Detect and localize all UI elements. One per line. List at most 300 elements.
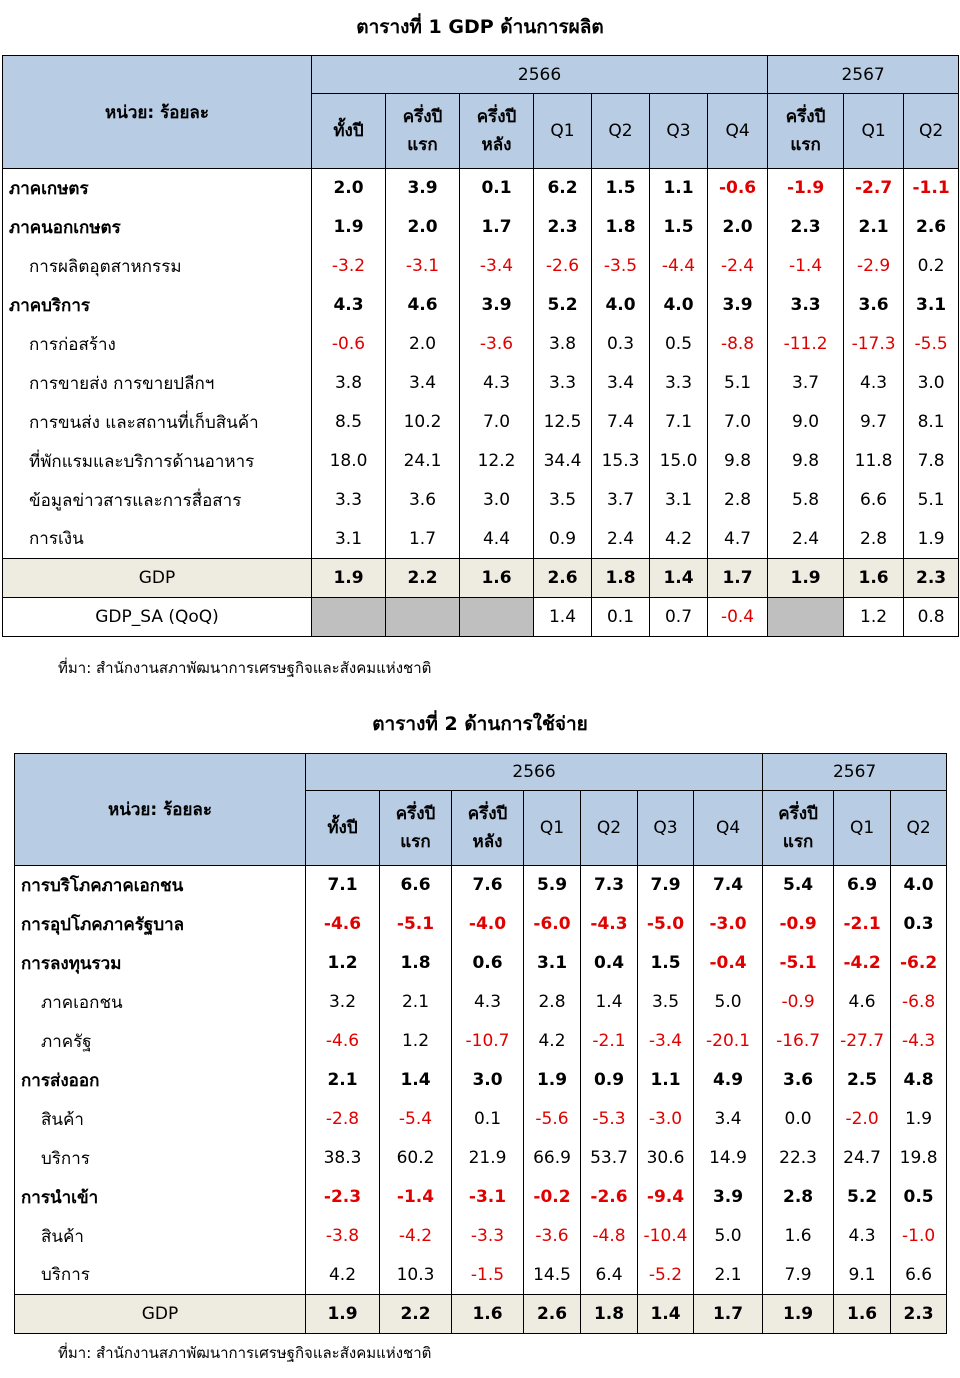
column-header: ครึ่งปี แรก <box>380 791 452 866</box>
row-label: การลงทุนรวม <box>15 944 306 983</box>
column-header: ทั้งปี <box>312 94 386 169</box>
value-cell: 21.9 <box>452 1139 524 1178</box>
table-row <box>3 559 959 598</box>
row-label: ภาคบริการ <box>3 286 312 325</box>
row-label: ข้อมูลข่าวสารและการสื่อสาร <box>3 481 312 520</box>
value-cell: 4.3 <box>834 1217 891 1256</box>
table-row <box>15 1178 947 1217</box>
value-cell: -9.4 <box>638 1178 694 1217</box>
value-cell: 3.6 <box>763 1061 834 1100</box>
table-row <box>15 944 947 983</box>
value-cell: 2.6 <box>534 559 592 598</box>
value-cell: 6.6 <box>844 481 904 520</box>
value-cell: 0.3 <box>891 905 947 944</box>
row-label: สินค้า <box>15 1217 306 1256</box>
value-cell: 4.3 <box>312 286 386 325</box>
value-cell: 2.3 <box>904 559 959 598</box>
value-cell: 2.1 <box>694 1256 763 1295</box>
value-cell: 3.1 <box>524 944 581 983</box>
value-cell: 0.7 <box>650 598 708 637</box>
value-cell: 30.6 <box>638 1139 694 1178</box>
value-cell: -2.6 <box>534 247 592 286</box>
value-cell: 1.6 <box>834 1295 891 1334</box>
value-cell: 4.2 <box>524 1022 581 1061</box>
table-row <box>3 325 959 364</box>
value-cell: 2.2 <box>386 559 460 598</box>
value-cell: 1.5 <box>650 208 708 247</box>
value-cell: 4.3 <box>460 364 534 403</box>
table1-source: ที่มา: สำนักงานสภาพัฒนาการเศรษฐกิจและสังคมแห่งชาติ <box>58 659 432 677</box>
row-label: การบริโภคภาคเอกชน <box>15 866 306 905</box>
year-2567-header: 2567 <box>763 754 947 791</box>
value-cell: 1.8 <box>592 208 650 247</box>
value-cell: 0.8 <box>904 598 959 637</box>
column-header: ครึ่งปี หลัง <box>460 94 534 169</box>
value-cell: 0.1 <box>460 169 534 208</box>
value-cell: 53.7 <box>581 1139 638 1178</box>
value-cell: 9.1 <box>834 1256 891 1295</box>
value-cell: 3.4 <box>592 364 650 403</box>
value-cell: 2.3 <box>768 208 844 247</box>
value-cell: 1.7 <box>386 520 460 559</box>
value-cell: -4.3 <box>891 1022 947 1061</box>
value-cell: 1.7 <box>708 559 768 598</box>
value-cell <box>768 598 844 637</box>
table-row <box>15 983 947 1022</box>
value-cell: 60.2 <box>380 1139 452 1178</box>
value-cell: 7.9 <box>763 1256 834 1295</box>
value-cell: -1.4 <box>380 1178 452 1217</box>
value-cell: 3.9 <box>708 286 768 325</box>
table-row <box>3 442 959 481</box>
value-cell: -4.8 <box>581 1217 638 1256</box>
value-cell: -5.1 <box>763 944 834 983</box>
value-cell: 0.6 <box>452 944 524 983</box>
table-row <box>15 1061 947 1100</box>
value-cell: -3.5 <box>592 247 650 286</box>
value-cell <box>460 598 534 637</box>
row-label: สินค้า <box>15 1100 306 1139</box>
table-row <box>3 169 959 208</box>
value-cell: 22.3 <box>763 1139 834 1178</box>
value-cell: -0.6 <box>708 169 768 208</box>
value-cell: -8.8 <box>708 325 768 364</box>
row-label: ภาคนอกเกษตร <box>3 208 312 247</box>
value-cell: 1.8 <box>380 944 452 983</box>
column-header: ครึ่งปี แรก <box>763 791 834 866</box>
value-cell: 3.1 <box>312 520 386 559</box>
value-cell: 9.8 <box>768 442 844 481</box>
value-cell: 66.9 <box>524 1139 581 1178</box>
value-cell: 12.5 <box>534 403 592 442</box>
unit-label: หน่วย: ร้อยละ <box>3 56 312 169</box>
table-row <box>15 1295 947 1334</box>
value-cell: -2.1 <box>581 1022 638 1061</box>
table-row <box>15 866 947 905</box>
table-row <box>3 208 959 247</box>
value-cell: 7.0 <box>460 403 534 442</box>
value-cell: 15.0 <box>650 442 708 481</box>
value-cell: 5.8 <box>768 481 844 520</box>
value-cell: 3.8 <box>534 325 592 364</box>
value-cell: 10.2 <box>386 403 460 442</box>
value-cell: 9.8 <box>708 442 768 481</box>
value-cell: 3.1 <box>904 286 959 325</box>
table-row <box>15 1256 947 1295</box>
table-row <box>3 286 959 325</box>
table-row <box>3 247 959 286</box>
value-cell: 1.4 <box>380 1061 452 1100</box>
value-cell: -1.5 <box>452 1256 524 1295</box>
column-header: ครึ่งปี แรก <box>768 94 844 169</box>
value-cell: -16.7 <box>763 1022 834 1061</box>
year-2566-header: 2566 <box>312 56 768 94</box>
value-cell: 2.0 <box>386 325 460 364</box>
value-cell: 38.3 <box>306 1139 380 1178</box>
value-cell: 4.3 <box>844 364 904 403</box>
value-cell <box>312 598 386 637</box>
value-cell: 3.6 <box>844 286 904 325</box>
value-cell: 2.1 <box>306 1061 380 1100</box>
value-cell: 1.2 <box>306 944 380 983</box>
row-label: การอุปโภคภาครัฐบาล <box>15 905 306 944</box>
value-cell: 1.4 <box>650 559 708 598</box>
value-cell: -27.7 <box>834 1022 891 1061</box>
value-cell: 18.0 <box>312 442 386 481</box>
value-cell: 2.4 <box>768 520 844 559</box>
value-cell: 0.0 <box>763 1100 834 1139</box>
column-header: ครึ่งปี หลัง <box>452 791 524 866</box>
value-cell: 5.0 <box>694 983 763 1022</box>
value-cell: 10.3 <box>380 1256 452 1295</box>
value-cell: -4.2 <box>834 944 891 983</box>
value-cell: -3.1 <box>386 247 460 286</box>
value-cell: -5.5 <box>904 325 959 364</box>
value-cell: 3.3 <box>312 481 386 520</box>
row-label: การส่งออก <box>15 1061 306 1100</box>
value-cell: 3.2 <box>306 983 380 1022</box>
value-cell: -3.1 <box>452 1178 524 1217</box>
value-cell: 5.9 <box>524 866 581 905</box>
column-header: Q4 <box>708 94 768 169</box>
value-cell: 2.8 <box>763 1178 834 1217</box>
value-cell: -5.4 <box>380 1100 452 1139</box>
value-cell: -20.1 <box>694 1022 763 1061</box>
value-cell: -2.3 <box>306 1178 380 1217</box>
value-cell: -5.6 <box>524 1100 581 1139</box>
value-cell: 0.9 <box>534 520 592 559</box>
value-cell: 1.9 <box>768 559 844 598</box>
value-cell: 3.4 <box>386 364 460 403</box>
value-cell: 2.5 <box>834 1061 891 1100</box>
row-label: ภาคเกษตร <box>3 169 312 208</box>
value-cell: 1.5 <box>638 944 694 983</box>
value-cell: -3.8 <box>306 1217 380 1256</box>
value-cell: 4.4 <box>460 520 534 559</box>
column-header: Q4 <box>694 791 763 866</box>
value-cell: 9.7 <box>844 403 904 442</box>
value-cell: 4.6 <box>386 286 460 325</box>
value-cell: 2.4 <box>592 520 650 559</box>
unit-label: หน่วย: ร้อยละ <box>15 754 306 866</box>
row-label: บริการ <box>15 1139 306 1178</box>
value-cell: 8.5 <box>312 403 386 442</box>
value-cell: -0.6 <box>312 325 386 364</box>
column-header: Q1 <box>524 791 581 866</box>
value-cell: 3.3 <box>650 364 708 403</box>
row-label: ที่พักแรมและบริการด้านอาหาร <box>3 442 312 481</box>
value-cell: -3.2 <box>312 247 386 286</box>
value-cell: 7.9 <box>638 866 694 905</box>
value-cell: -5.3 <box>581 1100 638 1139</box>
value-cell: 1.9 <box>312 559 386 598</box>
value-cell: 6.2 <box>534 169 592 208</box>
value-cell: -4.6 <box>306 905 380 944</box>
value-cell: -0.2 <box>524 1178 581 1217</box>
value-cell: -5.1 <box>380 905 452 944</box>
value-cell: -3.4 <box>638 1022 694 1061</box>
value-cell: 1.2 <box>380 1022 452 1061</box>
value-cell: 3.5 <box>638 983 694 1022</box>
value-cell: 0.9 <box>581 1061 638 1100</box>
value-cell: -3.3 <box>452 1217 524 1256</box>
value-cell: 2.3 <box>891 1295 947 1334</box>
value-cell: 2.8 <box>844 520 904 559</box>
value-cell: 3.6 <box>386 481 460 520</box>
value-cell: 1.4 <box>638 1295 694 1334</box>
value-cell: 2.6 <box>524 1295 581 1334</box>
value-cell: -1.0 <box>891 1217 947 1256</box>
column-header: Q1 <box>534 94 592 169</box>
value-cell: 1.6 <box>452 1295 524 1334</box>
value-cell: 3.3 <box>768 286 844 325</box>
value-cell: 4.2 <box>306 1256 380 1295</box>
value-cell: 2.1 <box>380 983 452 1022</box>
row-label: GDP <box>15 1295 306 1334</box>
value-cell: 2.0 <box>312 169 386 208</box>
value-cell: 7.4 <box>694 866 763 905</box>
value-cell: -10.7 <box>452 1022 524 1061</box>
value-cell: 3.9 <box>694 1178 763 1217</box>
value-cell: -1.4 <box>768 247 844 286</box>
row-label: ภาคเอกชน <box>15 983 306 1022</box>
value-cell: 2.0 <box>708 208 768 247</box>
value-cell: 1.4 <box>534 598 592 637</box>
value-cell: 4.0 <box>592 286 650 325</box>
value-cell: 24.1 <box>386 442 460 481</box>
value-cell: 3.7 <box>592 481 650 520</box>
table-row <box>15 905 947 944</box>
value-cell: 7.0 <box>708 403 768 442</box>
value-cell: -2.1 <box>834 905 891 944</box>
table2-title: ตารางที่ 2 ด้านการใช้จ่าย <box>372 713 588 735</box>
table-row <box>15 1100 947 1139</box>
value-cell: 2.0 <box>386 208 460 247</box>
value-cell: -2.9 <box>844 247 904 286</box>
value-cell: 0.3 <box>592 325 650 364</box>
table-row <box>3 520 959 559</box>
value-cell: 3.0 <box>460 481 534 520</box>
row-label: GDP_SA (QoQ) <box>3 598 312 637</box>
value-cell: 2.8 <box>524 983 581 1022</box>
value-cell: -2.0 <box>834 1100 891 1139</box>
year-2566-header: 2566 <box>306 754 763 791</box>
value-cell: -4.4 <box>650 247 708 286</box>
table-row <box>15 1139 947 1178</box>
value-cell: 1.2 <box>844 598 904 637</box>
value-cell: 1.7 <box>460 208 534 247</box>
table1-title: ตารางที่ 1 GDP ด้านการผลิต <box>356 16 604 38</box>
value-cell: -0.9 <box>763 905 834 944</box>
value-cell: -3.0 <box>694 905 763 944</box>
value-cell: 0.2 <box>904 247 959 286</box>
value-cell: 7.4 <box>592 403 650 442</box>
value-cell: 9.0 <box>768 403 844 442</box>
value-cell: -2.8 <box>306 1100 380 1139</box>
value-cell: 1.9 <box>306 1295 380 1334</box>
value-cell: 5.2 <box>834 1178 891 1217</box>
value-cell: 1.9 <box>524 1061 581 1100</box>
value-cell: 0.1 <box>452 1100 524 1139</box>
value-cell: 3.4 <box>694 1100 763 1139</box>
value-cell: 1.1 <box>650 169 708 208</box>
row-label: การเงิน <box>3 520 312 559</box>
value-cell: 2.6 <box>904 208 959 247</box>
column-header: Q2 <box>891 791 947 866</box>
value-cell <box>386 598 460 637</box>
value-cell: 6.6 <box>891 1256 947 1295</box>
value-cell: -4.3 <box>581 905 638 944</box>
value-cell: 0.5 <box>650 325 708 364</box>
value-cell: 1.8 <box>581 1295 638 1334</box>
value-cell: 1.9 <box>763 1295 834 1334</box>
value-cell: 1.9 <box>904 520 959 559</box>
value-cell: -10.4 <box>638 1217 694 1256</box>
row-label: การนำเข้า <box>15 1178 306 1217</box>
row-label: การผลิตอุตสาหกรรม <box>3 247 312 286</box>
value-cell: 7.3 <box>581 866 638 905</box>
value-cell: 19.8 <box>891 1139 947 1178</box>
row-label: การก่อสร้าง <box>3 325 312 364</box>
value-cell: 14.9 <box>694 1139 763 1178</box>
value-cell: 7.6 <box>452 866 524 905</box>
value-cell: 7.1 <box>650 403 708 442</box>
row-label: GDP <box>3 559 312 598</box>
table-row <box>15 1022 947 1061</box>
value-cell: 3.9 <box>386 169 460 208</box>
value-cell: -0.9 <box>763 983 834 1022</box>
table-row <box>3 364 959 403</box>
value-cell: -4.0 <box>452 905 524 944</box>
value-cell: 14.5 <box>524 1256 581 1295</box>
value-cell: 5.1 <box>708 364 768 403</box>
value-cell: 0.5 <box>891 1178 947 1217</box>
row-label: ภาครัฐ <box>15 1022 306 1061</box>
value-cell: -2.4 <box>708 247 768 286</box>
value-cell: 1.6 <box>460 559 534 598</box>
value-cell: 2.3 <box>534 208 592 247</box>
value-cell: -1.9 <box>768 169 844 208</box>
value-cell: 2.8 <box>708 481 768 520</box>
value-cell: 6.4 <box>581 1256 638 1295</box>
column-header: Q2 <box>581 791 638 866</box>
value-cell: -3.6 <box>460 325 534 364</box>
value-cell: 3.0 <box>904 364 959 403</box>
value-cell: 3.5 <box>534 481 592 520</box>
value-cell: 1.6 <box>763 1217 834 1256</box>
column-header: Q1 <box>834 791 891 866</box>
value-cell: -11.2 <box>768 325 844 364</box>
table-row <box>15 1217 947 1256</box>
value-cell: 6.6 <box>380 866 452 905</box>
row-label: การขายส่ง การขายปลีกฯ <box>3 364 312 403</box>
value-cell: 4.2 <box>650 520 708 559</box>
row-label: การขนส่ง และสถานที่เก็บสินค้า <box>3 403 312 442</box>
value-cell: 3.9 <box>460 286 534 325</box>
value-cell: 11.8 <box>844 442 904 481</box>
column-header: ทั้งปี <box>306 791 380 866</box>
value-cell: 0.1 <box>592 598 650 637</box>
value-cell: -4.2 <box>380 1217 452 1256</box>
column-header: Q1 <box>844 94 904 169</box>
column-header: ครึ่งปี แรก <box>386 94 460 169</box>
value-cell: -1.1 <box>904 169 959 208</box>
column-header: Q2 <box>904 94 959 169</box>
value-cell: 3.3 <box>534 364 592 403</box>
value-cell: 5.1 <box>904 481 959 520</box>
gdp-production-table <box>2 55 959 637</box>
value-cell: -6.0 <box>524 905 581 944</box>
value-cell: 1.9 <box>891 1100 947 1139</box>
value-cell: 5.0 <box>694 1217 763 1256</box>
value-cell: 4.6 <box>834 983 891 1022</box>
value-cell: 24.7 <box>834 1139 891 1178</box>
value-cell: -3.4 <box>460 247 534 286</box>
value-cell: 4.9 <box>694 1061 763 1100</box>
value-cell: -3.6 <box>524 1217 581 1256</box>
value-cell: 15.3 <box>592 442 650 481</box>
value-cell: -6.8 <box>891 983 947 1022</box>
value-cell: -0.4 <box>708 598 768 637</box>
value-cell: -17.3 <box>844 325 904 364</box>
row-label: บริการ <box>15 1256 306 1295</box>
value-cell: 1.6 <box>844 559 904 598</box>
table-row <box>3 481 959 520</box>
value-cell: 1.8 <box>592 559 650 598</box>
table-row <box>3 598 959 637</box>
value-cell: -4.6 <box>306 1022 380 1061</box>
value-cell: 5.2 <box>534 286 592 325</box>
value-cell: 3.1 <box>650 481 708 520</box>
value-cell: 2.2 <box>380 1295 452 1334</box>
value-cell: 1.9 <box>312 208 386 247</box>
value-cell: 1.4 <box>581 983 638 1022</box>
value-cell: 1.1 <box>638 1061 694 1100</box>
value-cell: 3.7 <box>768 364 844 403</box>
value-cell: 4.0 <box>650 286 708 325</box>
value-cell: 3.8 <box>312 364 386 403</box>
gdp-expenditure-table <box>14 753 947 1334</box>
value-cell: 5.4 <box>763 866 834 905</box>
value-cell: -2.7 <box>844 169 904 208</box>
value-cell: 4.8 <box>891 1061 947 1100</box>
table-row <box>3 403 959 442</box>
value-cell: 1.5 <box>592 169 650 208</box>
value-cell: -2.6 <box>581 1178 638 1217</box>
value-cell: 12.2 <box>460 442 534 481</box>
value-cell: 7.8 <box>904 442 959 481</box>
value-cell: -5.2 <box>638 1256 694 1295</box>
